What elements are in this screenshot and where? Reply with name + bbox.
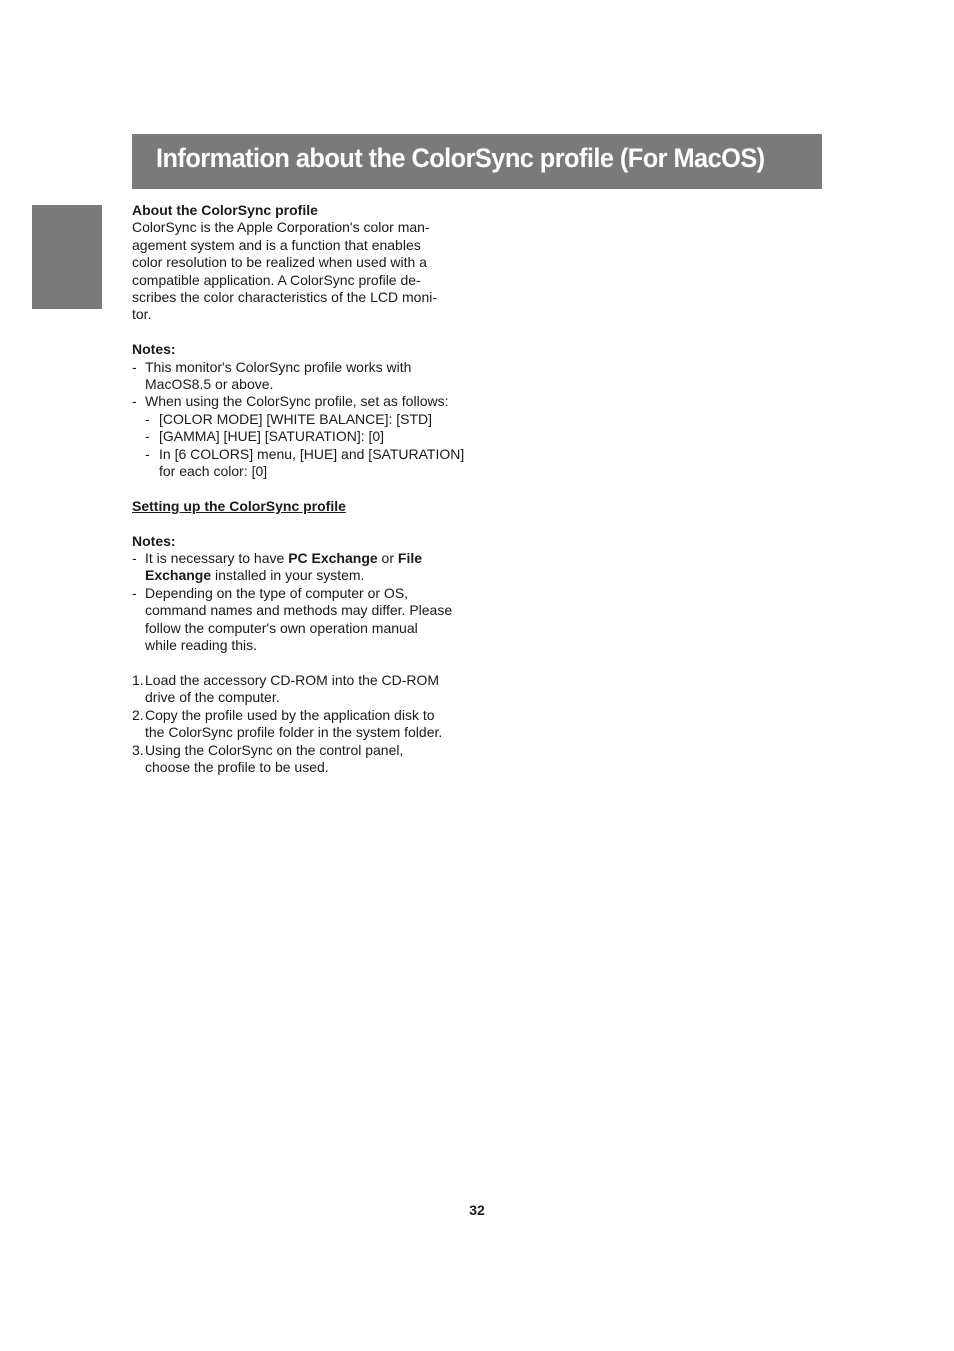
note-line: while reading this. bbox=[145, 637, 258, 654]
step-number: 2. bbox=[132, 706, 144, 723]
note-item bbox=[132, 585, 472, 655]
content-column bbox=[132, 202, 472, 776]
note-line: When using the ColorSync profile, set as follows: bbox=[145, 393, 449, 410]
notes-heading: Notes: bbox=[132, 532, 176, 549]
pc-exchange-term: PC Exchange bbox=[288, 550, 378, 567]
about-line: ColorSync is the Apple Corporation's color man- bbox=[132, 219, 430, 236]
dash-marker: - bbox=[145, 410, 150, 427]
about-line: scribes the color characteristics of the LCD moni- bbox=[132, 289, 437, 306]
note-line: MacOS8.5 or above. bbox=[145, 376, 274, 393]
file-term: File bbox=[397, 550, 423, 567]
step-item bbox=[132, 707, 472, 742]
about-line: tor. bbox=[132, 306, 152, 323]
about-line: compatible application. A ColorSync profile de- bbox=[132, 271, 421, 288]
text-run: installed in your system. bbox=[211, 567, 365, 584]
subitem-line: [GAMMA] [HUE] [SATURATION]: [0] bbox=[159, 428, 385, 445]
step-number: 3. bbox=[132, 741, 144, 758]
dash-marker: - bbox=[145, 428, 150, 445]
dash-marker: - bbox=[132, 358, 137, 375]
note-subitem bbox=[132, 428, 472, 445]
note-item bbox=[132, 393, 472, 410]
note-line: command names and methods may differ. Please bbox=[145, 602, 453, 619]
about-heading: About the ColorSync profile bbox=[132, 202, 318, 218]
about-line: agement system and is a function that enables bbox=[132, 236, 421, 253]
dash-marker: - bbox=[132, 550, 137, 567]
step-line: the ColorSync profile folder in the system folder. bbox=[145, 724, 443, 741]
exchange-term: Exchange bbox=[145, 567, 212, 584]
note-line bbox=[145, 550, 472, 567]
setup-heading: Setting up the ColorSync profile bbox=[132, 497, 346, 514]
note-line: Depending on the type of computer or OS, bbox=[145, 584, 409, 601]
note-item bbox=[132, 550, 472, 585]
subitem-line: for each color: [0] bbox=[159, 463, 268, 480]
page-number: 32 bbox=[469, 1202, 485, 1218]
subitem-line: [COLOR MODE] [WHITE BALANCE]: [STD] bbox=[159, 410, 433, 427]
step-line: Using the ColorSync on the control panel, bbox=[145, 741, 404, 758]
note-line bbox=[145, 567, 472, 584]
page-title: Information about the ColorSync profile (For MacOS) bbox=[156, 143, 765, 173]
note-subitem bbox=[132, 446, 472, 481]
note-subitem bbox=[132, 411, 472, 428]
note-line: This monitor's ColorSync profile works with bbox=[145, 358, 412, 375]
step-number: 1. bbox=[132, 671, 144, 688]
text-run: It is necessary to have bbox=[145, 550, 289, 567]
dash-marker: - bbox=[132, 584, 137, 601]
dash-marker: - bbox=[132, 393, 137, 410]
title-banner bbox=[132, 134, 822, 189]
subitem-line: In [6 COLORS] menu, [HUE] and [SATURATION] bbox=[159, 445, 465, 462]
step-line: Copy the profile used by the application disk to bbox=[145, 706, 435, 723]
step-line: choose the profile to be used. bbox=[145, 758, 329, 775]
about-line: color resolution to be realized when used with a bbox=[132, 254, 427, 271]
dash-marker: - bbox=[145, 445, 150, 462]
notes-heading: Notes: bbox=[132, 341, 176, 358]
note-line: follow the computer's own operation manual bbox=[145, 619, 418, 636]
step-line: Load the accessory CD-ROM into the CD-ROM bbox=[145, 671, 440, 688]
step-item bbox=[132, 742, 472, 777]
side-tab-marker bbox=[32, 205, 102, 309]
step-item bbox=[132, 672, 472, 707]
step-line: drive of the computer. bbox=[145, 689, 280, 706]
text-run: or bbox=[377, 550, 398, 567]
note-item bbox=[132, 359, 472, 394]
